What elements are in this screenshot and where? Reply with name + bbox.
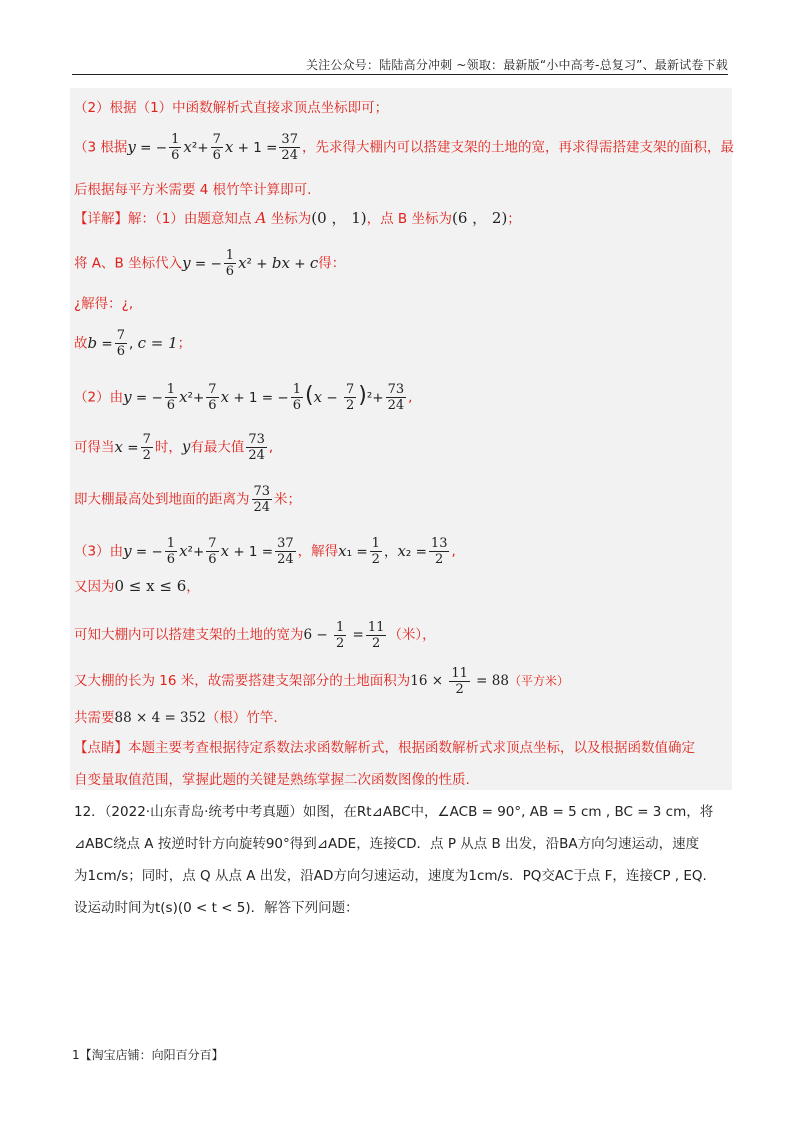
solution-line-3: 后根据每平方米需要 4 根竹竿计算即可. [74, 182, 312, 198]
comment-tag: 【点睛】 [74, 740, 128, 756]
solution-line-9: 可得当x = $\frac{7}{2}$ 时，y有最大值 $\frac{73}{24}$ , [74, 432, 274, 463]
problem-line-4: 设运动时间为t(s)(0 < t < 5)．解答下列问题： [74, 900, 359, 916]
solution-line-14: 又大棚的长为 16 米，故需要搭建支架部分的土地面积为16 × $\frac{11}{2}$ = 88（平方米） [74, 666, 569, 697]
solution-line-1: （2）根据（1）中函数解析式直接求顶点坐标即可； [74, 100, 389, 116]
solution-line-12: 又因为0 ≤ x ≤ 6， [74, 577, 200, 595]
solution-line-17: 自变量取值范围，掌握此题的关键是熟练掌握二次函数图像的性质. [74, 772, 470, 788]
solution-line-15: 共需要88 × 4 = 352（根）竹竿. [74, 710, 278, 726]
solution-line-16: 【点睛】本题主要考查根据待定系数法求函数解析式，根据函数解析式求顶点坐标，以及根据函数值确定 [74, 740, 695, 756]
page-footer: 1【淘宝店铺：向阳百分百】 [72, 1048, 224, 1062]
solution-line-4: 【详解】解：（1）由题意知点 A 坐标为(0 ， 1)，点 B 坐标为(6 ， 2)； [74, 209, 521, 227]
solution-line-13: 可知大棚内可以搭建支架的土地的宽为6 − $\frac{1}{2}$ = $\frac{11}{2}$ （米）， [74, 620, 436, 651]
solution-line-10: 即大棚最高处到地面的距离为 $\frac{73}{24}$ 米； [74, 484, 302, 515]
solution-line-8: （2）由y = − $\frac{1}{6}$ x²+ $\frac{7}{6}$ x + 1 = − $\frac{1}{6}$ (x − $\frac{7}{2}$ )²+ $\frac{73}{24}$ , [74, 382, 413, 413]
problem-line-2: ⊿ABC绕点 A 按逆时针方向旋转90°得到⊿ADE，连接CD．点 P 从点 B 出发，沿BA方向匀速运动，速度 [74, 836, 700, 852]
solution-line-5: 将 A、B 坐标代入y = − $\frac{1}{6}$ x² + bx + c得： [74, 248, 346, 279]
solution-line-11: （3）由y = − $\frac{1}{6}$ x²+ $\frac{7}{6}$ x + 1 = $\frac{37}{24}$ ，解得x₁ = $\frac{1}{2}$ ，x₂ = $\frac{13}{2}$ , [74, 536, 456, 567]
header-divider [72, 74, 728, 75]
problem-line-3: 为1cm/s；同时，点 Q 从点 A 出发，沿AD方向匀速运动，速度为1cm/s．PQ交AC于点 F，连接CP , EQ. [74, 868, 707, 884]
solution-line-7: 故b = $\frac{7}{6}$ , c = 1； [74, 328, 192, 359]
page-header: 关注公众号：陆陆高分冲刺 ~领取：最新版“小中高考-总复习”、最新试卷下载 [305, 58, 728, 72]
solution-line-6: ¿解得：¿, [74, 296, 134, 312]
detail-tag: 【详解】 [74, 211, 128, 227]
problem-line-1: 12．（2022·山东青岛·统考中考真题）如图，在Rt⊿ABC中，∠ACB = 90°, AB = 5 cm , BC = 3 cm，将 [74, 804, 714, 820]
solution-line-2: （3 根据y = − $\frac{1}{6}$ x²+ $\frac{7}{6}$ x + 1 = $\frac{37}{24}$ ，先求得大棚内可以搭建支架的土地的宽，再求得需搭建支架的面积，最 [74, 132, 734, 163]
